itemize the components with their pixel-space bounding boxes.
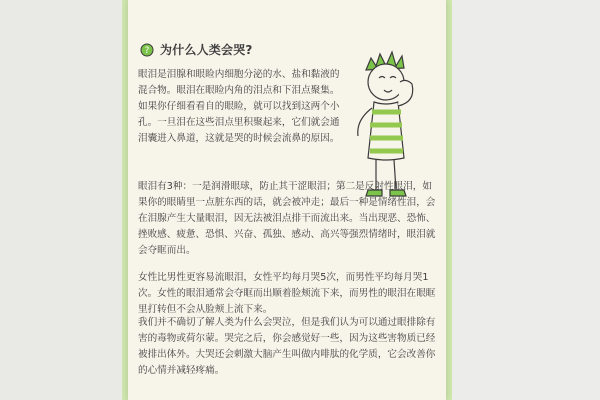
paragraph-2: 眼泪有3种：一是润滑眼球，防止其干涩眼泪；第二是反射性眼泪，如果你的眼睛里一点脏东西的话，就会被冲走；最后一种是情绪性泪，会在泪腺产生大量眼泪，因无法被泪点排干而流出来。当出现恶、恐怖、挫败感、疲惫、恐惧、兴奋、孤独、感动、高兴等强烈情绪时，眼泪就会夺眶而出。 <box>138 181 436 256</box>
page-content <box>128 0 446 400</box>
paragraph-4: 我们并不确切了解人类为什么会哭泣，但是我们认为可以通过眼排除有害的毒物或荷尔蒙。哭完之后，你会感觉好一些，因为这些害物质已经被排出体外。大哭还会刺激大脑产生叫做内啡肽的化学质，它会改善你的心情并减轻疼痛。 <box>138 317 436 376</box>
paragraph-1: 眼泪是泪腺和眼睑内细胞分泌的水、盐和黏液的混合物。眼泪在眼睑内角的泪点和下泪点聚集。如果你仔细看看自的眼睑，就可以找到这两个小孔。一旦泪在这些泪点里积聚起来，它们就会通泪囊进入鼻道，这就是哭的时候会流鼻的原因。 <box>138 69 340 144</box>
desk-background <box>440 0 600 400</box>
question-badge-icon <box>140 43 154 57</box>
section-title: 为什么人类会哭? <box>160 43 253 57</box>
paragraph-3: 女性比男性更容易流眼泪，女性平均每月哭5次，而男性平均每月哭1次。女性的眼泪通常会夺眶而出顺着脸颊流下来，而男性的眼泪在眼眶里打转但不会从脸颊上流下来。 <box>138 272 436 315</box>
svg-text:?: ? <box>144 45 150 56</box>
book-page <box>128 0 446 400</box>
section-header <box>140 41 253 58</box>
